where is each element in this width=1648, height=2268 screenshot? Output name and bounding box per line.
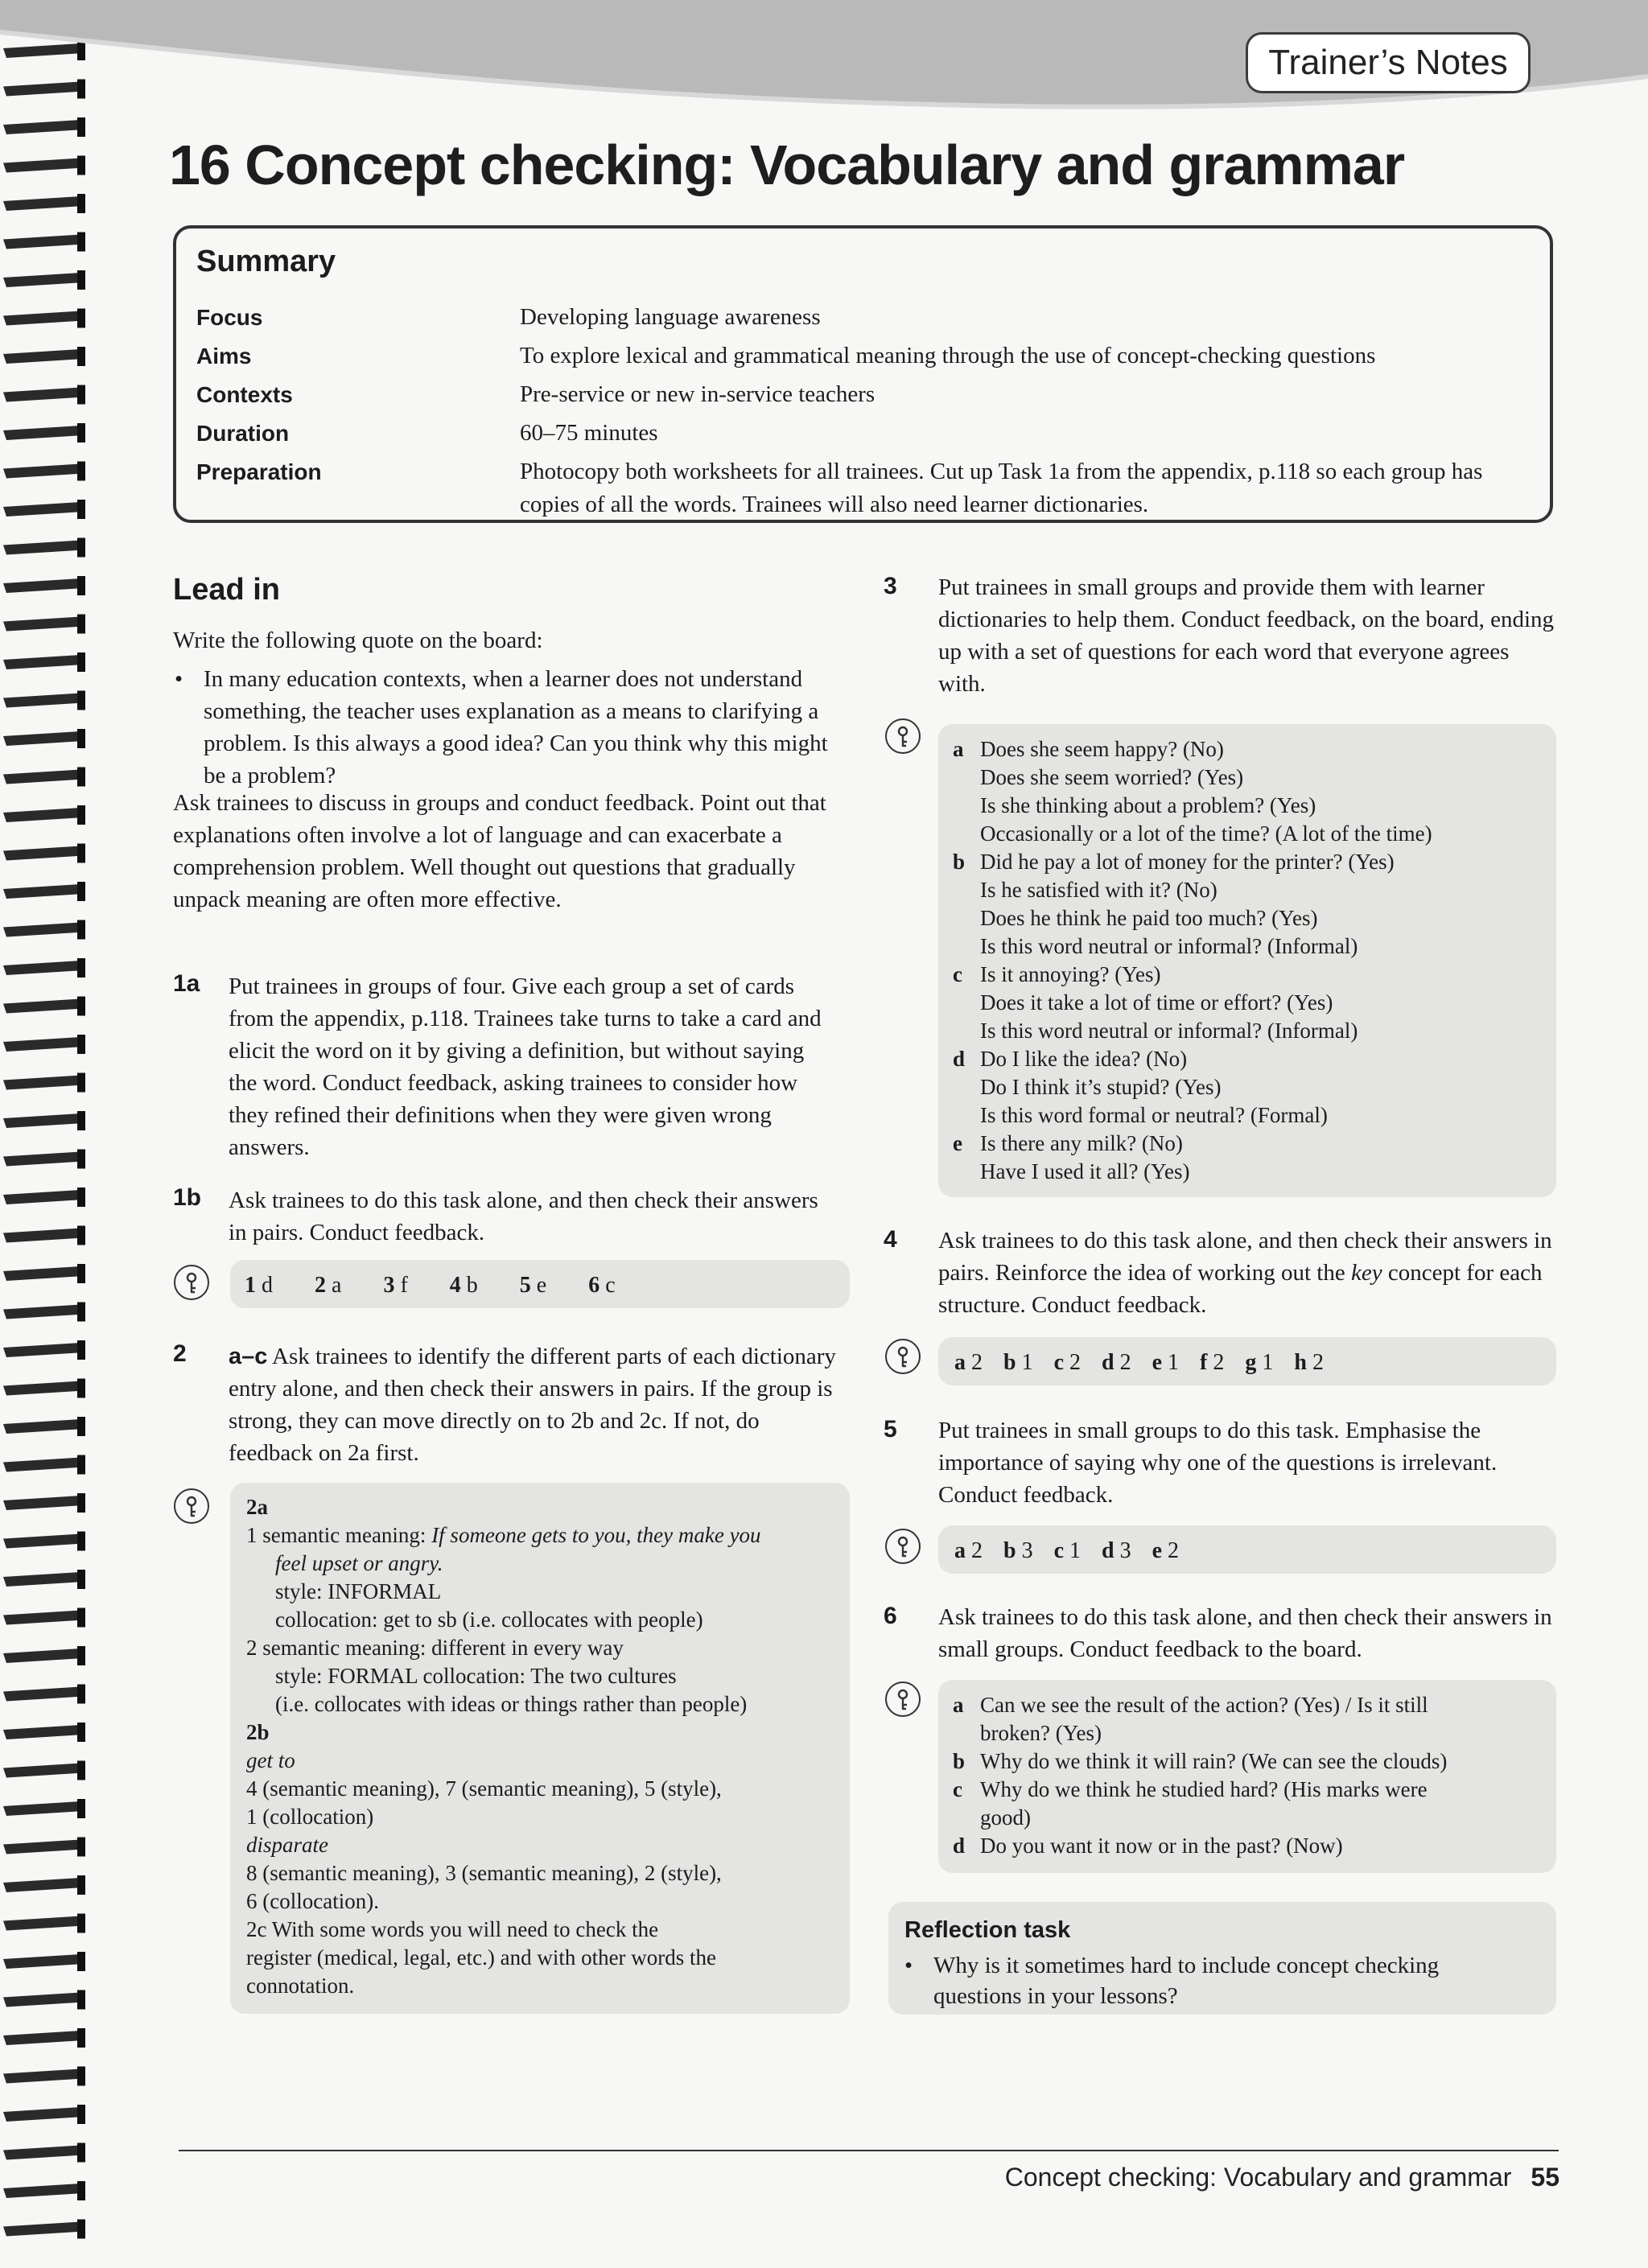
answer-letter: d xyxy=(953,1834,966,1858)
answer-line: 1 semantic meaning: If someone gets to you, they make you xyxy=(246,1523,761,1547)
answer-line: Do I think it’s stupid? (Yes) xyxy=(980,1075,1222,1099)
summary-row-duration xyxy=(196,417,1532,450)
task-3-number: 3 xyxy=(884,573,897,599)
summary-value: To explore lexical and grammatical meaning through the use of concept-checking questions xyxy=(520,343,1376,368)
answer-line: Is this word formal or neutral? (Formal) xyxy=(980,1103,1328,1127)
answer-line: 2 semantic meaning: different in every way xyxy=(246,1636,624,1660)
answer-pair: a 2 xyxy=(954,1538,983,1563)
bullet-dot: • xyxy=(175,666,183,692)
answer-line: Does it take a lot of time or effort? (Yes) xyxy=(980,990,1333,1015)
answer-line: Do I like the idea? (No) xyxy=(980,1047,1188,1071)
answer-pair: 3 f xyxy=(383,1273,408,1298)
task-4-text: Ask trainees to do this task alone, and then check their answers in pairs. Reinforce the idea of working out the key concept for each structure. Conduct feedback. xyxy=(938,1228,1552,1318)
summary-row-preparation xyxy=(196,455,1532,521)
summary-row-aims xyxy=(196,340,1532,373)
summary-heading: Summary xyxy=(196,245,336,278)
answer-pair: d 2 xyxy=(1102,1350,1131,1375)
answer-pair: g 1 xyxy=(1245,1350,1274,1375)
answer-line: 1 (collocation) xyxy=(246,1805,374,1829)
answer-letter: d xyxy=(953,1047,966,1071)
summary-key: Duration xyxy=(196,421,290,446)
page-title: 16 Concept checking: Vocabulary and grammar xyxy=(169,134,1405,196)
answer-line: 2b xyxy=(246,1720,270,1744)
answer-key-icon xyxy=(885,718,921,754)
answer-line: disparate xyxy=(246,1833,329,1857)
answer-line: feel upset or angry. xyxy=(275,1551,443,1575)
answer-key-icon xyxy=(885,1681,921,1717)
bullet-dot: • xyxy=(904,1953,913,1978)
task-5-answer-box xyxy=(938,1525,1556,1574)
reflection-bullet: Why is it sometimes hard to include concept checking questions in your lessons? xyxy=(933,1953,1440,2009)
answer-line: connotation. xyxy=(246,1974,355,1998)
task-4-answer-box xyxy=(938,1337,1556,1385)
answer-line: broken? (Yes) xyxy=(980,1721,1102,1745)
answer-line: Why do we think it will rain? (We can see the clouds) xyxy=(980,1749,1448,1773)
answer-line: good) xyxy=(980,1805,1031,1830)
lead-in-heading: Lead in xyxy=(173,573,281,607)
answer-line: Why do we think he studied hard? (His marks were xyxy=(980,1777,1428,1801)
task-1b-text: Ask trainees to do this task alone, and then check their answers in pairs. Conduct feedback. xyxy=(229,1188,818,1245)
answer-pair: e 2 xyxy=(1152,1538,1180,1563)
summary-box xyxy=(173,225,1553,523)
answer-pair: 5 e xyxy=(519,1273,547,1298)
task-6-text: Ask trainees to do this task alone, and then check their answers in small groups. Conduct feedback to the board. xyxy=(938,1604,1552,1662)
answer-line: style: INFORMAL xyxy=(275,1579,442,1603)
lead-in-intro: Write the following quote on the board: xyxy=(173,628,543,653)
reflection-heading: Reflection task xyxy=(904,1917,1071,1943)
answer-letter: c xyxy=(953,1777,962,1801)
answer-line: Is there any milk? (No) xyxy=(980,1131,1183,1155)
answer-line: Is he satisfied with it? (No) xyxy=(980,878,1217,902)
summary-value: Pre-service or new in-service teachers xyxy=(520,381,876,407)
task-2-label: a–c xyxy=(229,1344,268,1369)
answer-line: 2c With some words you will need to check the xyxy=(246,1917,659,1941)
answer-line: Is this word neutral or informal? (Informal) xyxy=(980,934,1358,958)
answer-line: Did he pay a lot of money for the printer? (Yes) xyxy=(980,850,1395,874)
lead-in-bullet: In many education contexts, when a learner does not understand something, the teacher uses explanation as a means to clarifying a problem. Is this always a good idea? Can you think why this might be a problem? xyxy=(204,666,828,788)
task-1b-answers xyxy=(245,1271,657,1299)
answer-key-icon xyxy=(174,1265,209,1300)
answer-letter: b xyxy=(953,1749,966,1773)
answer-letter: a xyxy=(953,737,964,761)
answer-line: Is it annoying? (Yes) xyxy=(980,962,1161,986)
task-2-answer-box xyxy=(230,1483,850,2014)
answer-pair: h 2 xyxy=(1294,1350,1324,1375)
answer-pair: b 1 xyxy=(1003,1350,1033,1375)
answer-pair: 1 d xyxy=(245,1273,273,1298)
answer-line: 8 (semantic meaning), 3 (semantic meaning), 2 (style), xyxy=(246,1861,722,1885)
answer-letter: c xyxy=(953,962,962,986)
task-4-number: 4 xyxy=(884,1226,897,1253)
answer-pair: b 3 xyxy=(1003,1538,1033,1563)
answer-line: Does she seem worried? (Yes) xyxy=(980,765,1244,789)
answer-pair: c 2 xyxy=(1053,1350,1082,1375)
task-5-number: 5 xyxy=(884,1416,897,1443)
page-footer xyxy=(1005,2163,1559,2192)
answer-pair: 2 a xyxy=(315,1273,342,1298)
answer-line: register (medical, legal, etc.) and with other words the xyxy=(246,1945,717,1970)
lead-in-bullet-item xyxy=(173,663,841,792)
task-2-text: Ask trainees to identify the different parts of each dictionary entry alone, and then check their answers in pairs. If the group is strong, they can move directly on to 2b and 2c. If not, do feedback on 2a first. xyxy=(229,1344,836,1466)
task-4-answers xyxy=(954,1348,1345,1377)
reflection-task-box xyxy=(888,1902,1556,2015)
task-6-answer-box xyxy=(938,1680,1556,1873)
summary-row-contexts xyxy=(196,378,1532,411)
task-1b-answer-box xyxy=(230,1260,850,1308)
task-2-text-block xyxy=(229,1340,848,1469)
answer-pair: e 1 xyxy=(1152,1350,1180,1375)
answer-key-icon xyxy=(174,1488,209,1524)
answer-line: style: FORMAL collocation: The two cultures xyxy=(275,1664,677,1688)
answer-line: Does he think he paid too much? (Yes) xyxy=(980,906,1318,930)
summary-key: Focus xyxy=(196,305,263,330)
answer-line: Occasionally or a lot of the time? (A lot of the time) xyxy=(980,821,1432,846)
task-3-answer-box xyxy=(938,724,1556,1197)
answer-pair: d 3 xyxy=(1102,1538,1131,1563)
task-1a-text: Put trainees in groups of four. Give each group a set of cards from the appendix, p.118. Trainees take turns to take a card and elicit the word on it by giving a definition, but without saying the word. Conduct feedback, asking trainees to consider how they refined their definitions when they were given wrong answers. xyxy=(229,973,822,1160)
footer-rule xyxy=(179,2150,1559,2151)
answer-pair: 4 b xyxy=(449,1273,478,1298)
answer-line: Is she thinking about a problem? (Yes) xyxy=(980,793,1316,817)
answer-line: 2a xyxy=(246,1495,268,1519)
answer-line: Can we see the result of the action? (Yes) / Is it still xyxy=(980,1693,1428,1717)
answer-line: (i.e. collocates with ideas or things rather than people) xyxy=(275,1692,748,1716)
summary-value: Developing language awareness xyxy=(520,304,821,330)
answer-key-icon xyxy=(885,1339,921,1374)
answer-line: Is this word neutral or informal? (Informal) xyxy=(980,1019,1358,1043)
answer-letter: b xyxy=(953,850,966,874)
task-6-number: 6 xyxy=(884,1603,897,1629)
task-5-answers xyxy=(954,1537,1200,1565)
lead-in-body: Ask trainees to discuss in groups and conduct feedback. Point out that explanations often involve a lot of language and can exacerbate a comprehension problem. Well thought out questions that gradually unpack meaning are often more effective. xyxy=(173,790,826,912)
answer-line: Does she seem happy? (No) xyxy=(980,737,1224,761)
trainers-notes-tag: Trainer’s Notes xyxy=(1246,32,1531,93)
answer-pair: c 1 xyxy=(1053,1538,1082,1563)
answer-line: collocation: get to sb (i.e. collocates with people) xyxy=(275,1607,703,1632)
answer-line: Do you want it now or in the past? (Now) xyxy=(980,1834,1343,1858)
task-3-text: Put trainees in small groups and provide them with learner dictionaries to help them. Conduct feedback, on the board, ending up with a set of questions for each word that everyone agrees with. xyxy=(938,574,1555,697)
task-1b-number: 1b xyxy=(173,1184,202,1211)
answer-pair: a 2 xyxy=(954,1350,983,1375)
summary-key: Contexts xyxy=(196,382,293,407)
answer-letter: e xyxy=(953,1131,962,1155)
answer-line: 4 (semantic meaning), 7 (semantic meaning), 5 (style), xyxy=(246,1776,722,1801)
summary-row-focus xyxy=(196,301,1532,334)
spiral-binding xyxy=(0,0,97,2268)
answer-line: Have I used it all? (Yes) xyxy=(980,1159,1190,1183)
answer-pair: f 2 xyxy=(1200,1350,1225,1375)
task-2-number: 2 xyxy=(173,1340,187,1367)
summary-key: Aims xyxy=(196,344,252,368)
answer-letter: a xyxy=(953,1693,964,1717)
summary-value: Photocopy both worksheets for all trainees. Cut up Task 1a from the appendix, p.118 so each group has copies of all the words. Trainees will also need learner dictionaries. xyxy=(520,459,1483,517)
task-5-text: Put trainees in small groups to do this task. Emphasise the importance of saying why one of the questions is irrelevant. Conduct feedback. xyxy=(938,1418,1498,1508)
task-1a-number: 1a xyxy=(173,970,200,997)
answer-key-icon xyxy=(885,1529,921,1564)
summary-value: 60–75 minutes xyxy=(520,420,658,446)
answer-line: 6 (collocation). xyxy=(246,1889,379,1913)
summary-key: Preparation xyxy=(196,459,322,484)
page-number: 55 xyxy=(1531,2163,1559,2192)
answer-line: get to xyxy=(246,1748,295,1772)
answer-pair: 6 c xyxy=(588,1273,616,1298)
footer-title: Concept checking: Vocabulary and grammar xyxy=(1004,2163,1512,2192)
